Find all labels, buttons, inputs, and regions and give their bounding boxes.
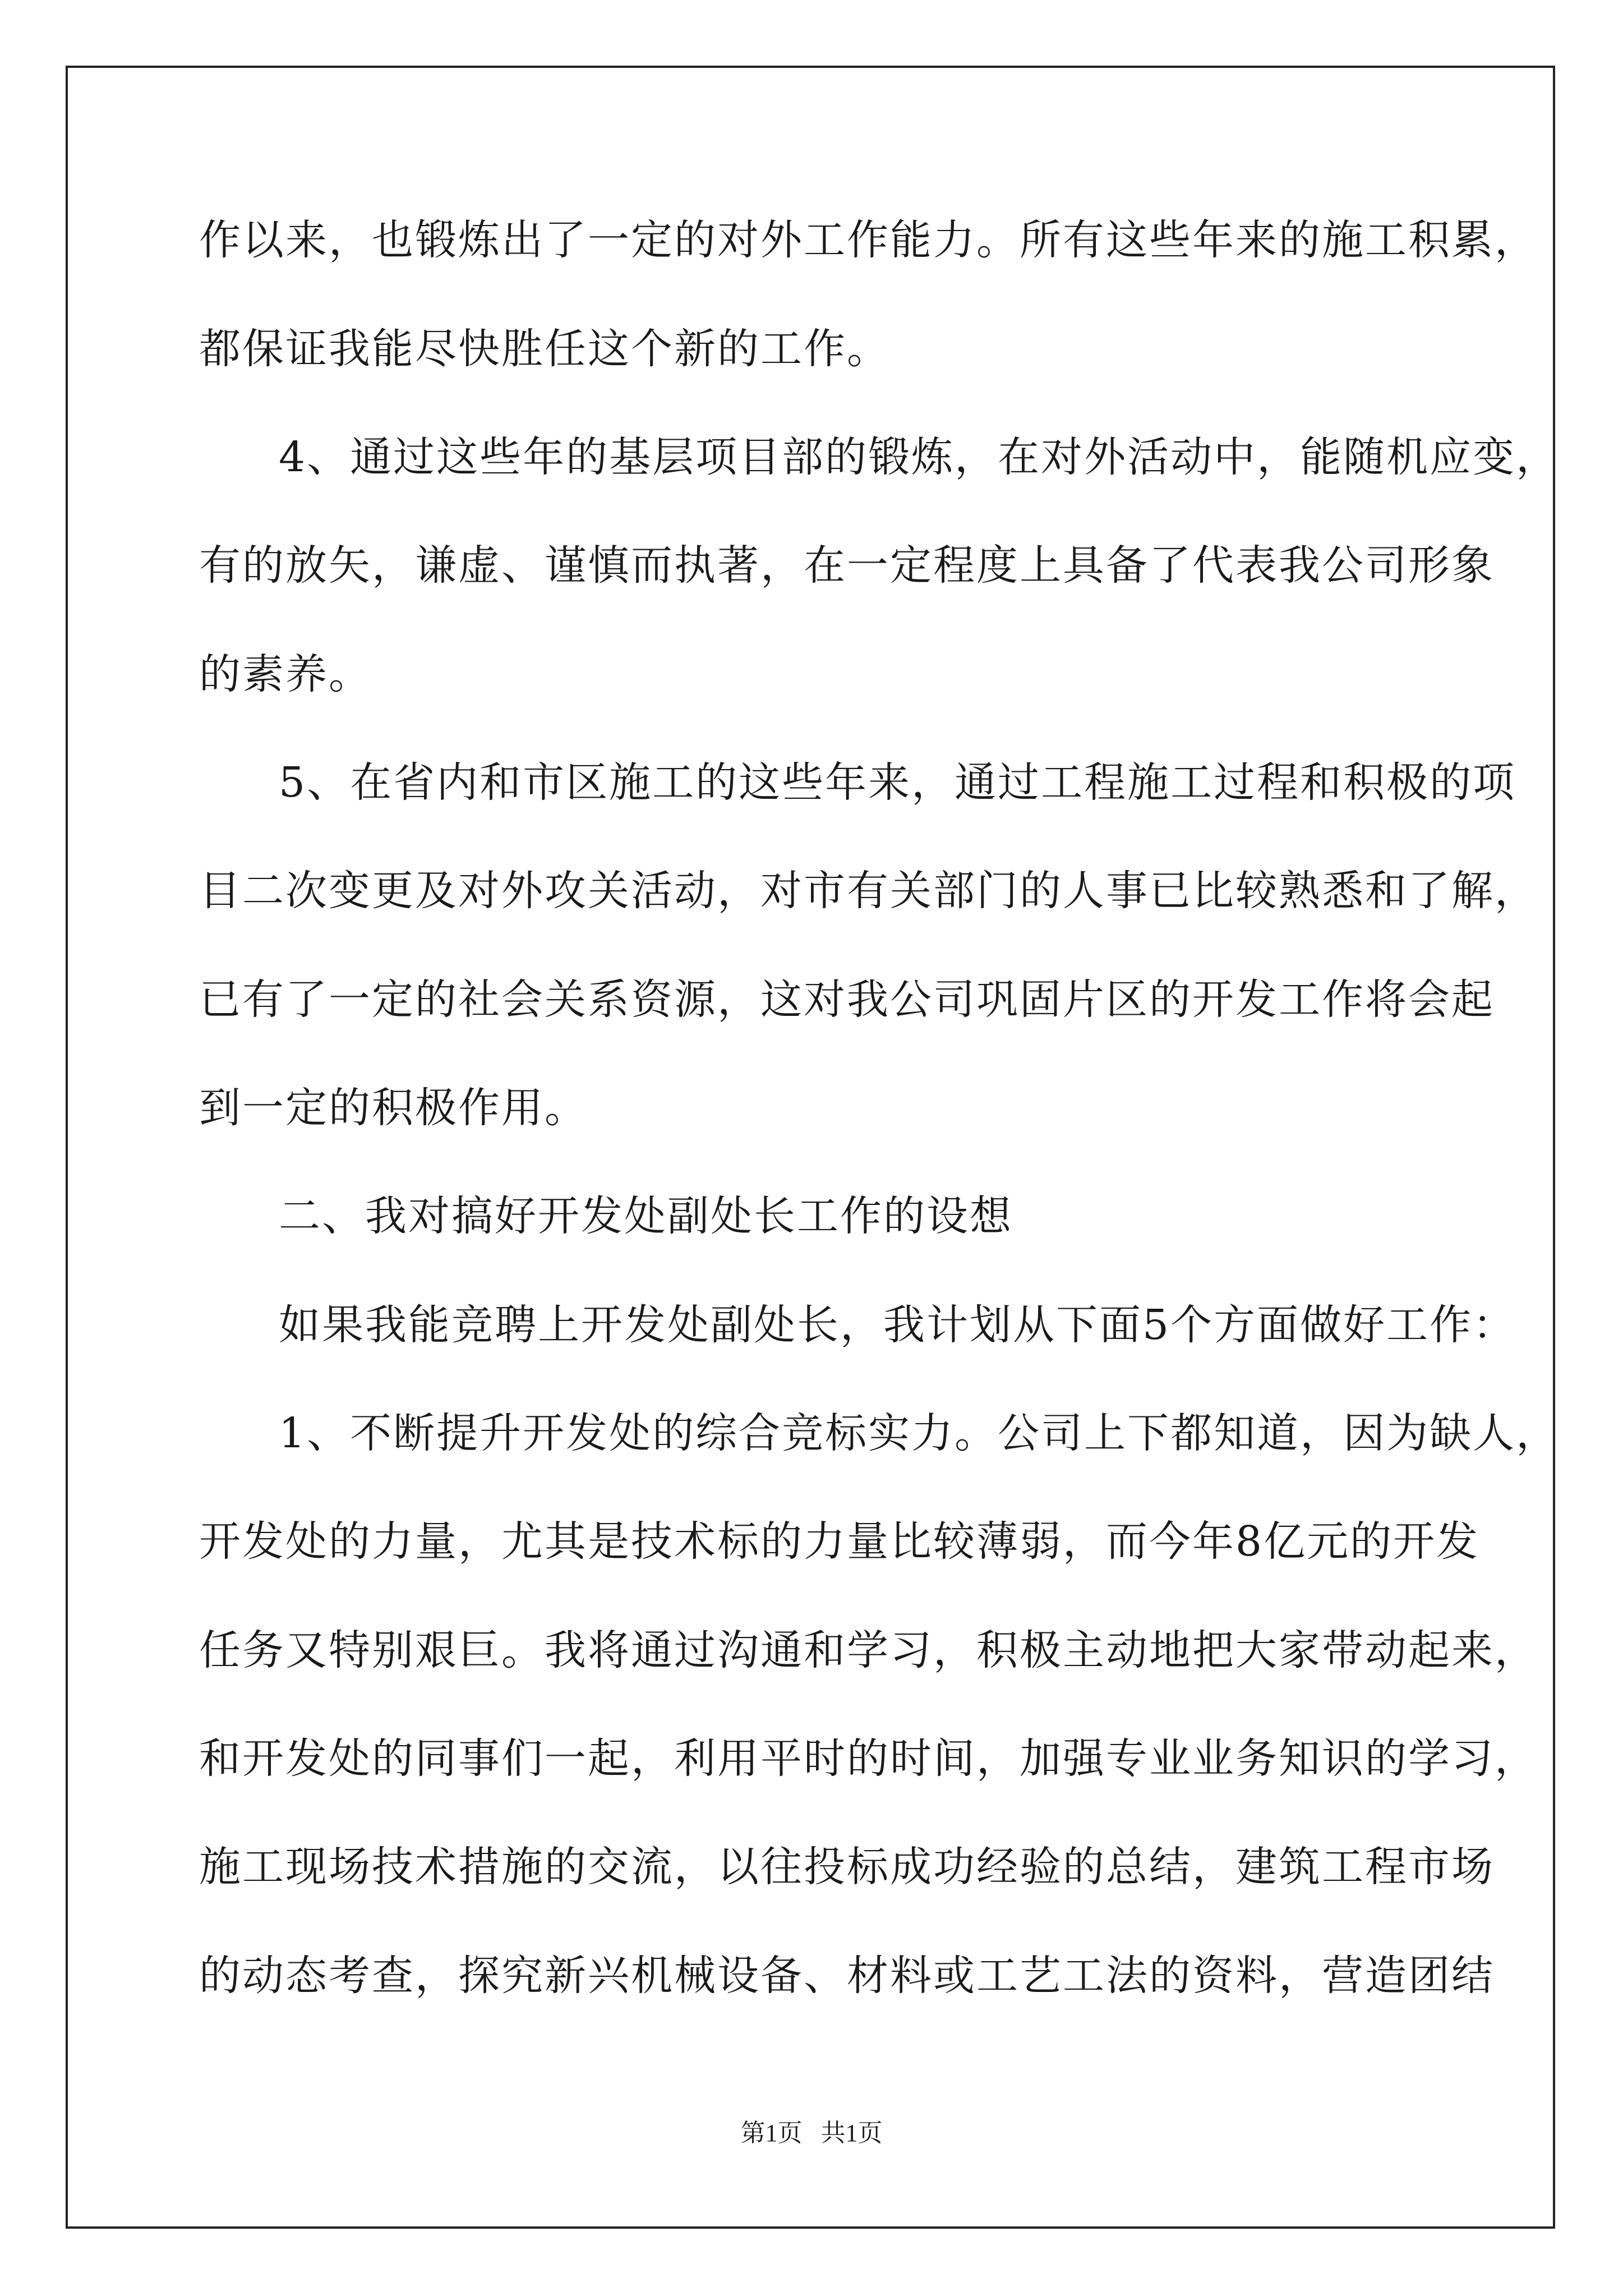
body-line-15: 和开发处的同事们一起，利用平时的时间，加强专业业务知识的学习， [199,1734,1538,1783]
body-line-1: 作以来，也锻炼出了一定的对外工作能力。所有这些年来的施工积累， [199,216,1538,264]
body-line-11: 如果我能竞聘上开发处副处长，我计划从下面5个方面做好工作： [279,1301,1516,1349]
body-line-6: 5、在省内和市区施工的这些年来，通过工程施工过程和积极的项 [279,758,1516,807]
body-line-12: 1、不断提升开发处的综合竞标实力。公司上下都知道，因为缺人， [279,1409,1560,1457]
body-line-14: 任务又特别艰巨。我将通过沟通和学习，积极主动地把大家带动起来， [199,1626,1538,1674]
body-line-8: 已有了一定的社会关系资源，这对我公司巩固片区的开发工作将会起 [199,976,1495,1024]
body-line-4: 有的放矢，谦虚、谨慎而执著，在一定程度上具备了代表我公司形象 [199,541,1495,590]
page-footer [0,2118,1623,2149]
footer-page-total: 共1页 [820,2119,883,2147]
section-heading: 二、我对搞好开发处副处长工作的设想 [279,1192,1013,1240]
body-line-2: 都保证我能尽快胜任这个新的工作。 [199,325,890,373]
body-line-16: 施工现场技术措施的交流，以往投标成功经验的总结，建筑工程市场 [199,1843,1495,1891]
body-line-7: 目二次变更及对外攻关活动，对市有关部门的人事已比较熟悉和了解， [199,867,1538,915]
body-line-3: 4、通过这些年的基层项目部的锻炼，在对外活动中，能随机应变， [279,433,1560,481]
body-line-9: 到一定的积极作用。 [199,1084,588,1132]
body-line-5: 的素养。 [199,650,372,698]
body-line-13: 开发处的力量，尤其是技术标的力量比较薄弱，而今年8亿元的开发 [199,1517,1480,1566]
footer-page-number: 第1页 [740,2119,803,2147]
page-border [66,66,1555,2229]
body-line-17: 的动态考查，探究新兴机械设备、材料或工艺工法的资料，营造团结 [199,1952,1495,2000]
